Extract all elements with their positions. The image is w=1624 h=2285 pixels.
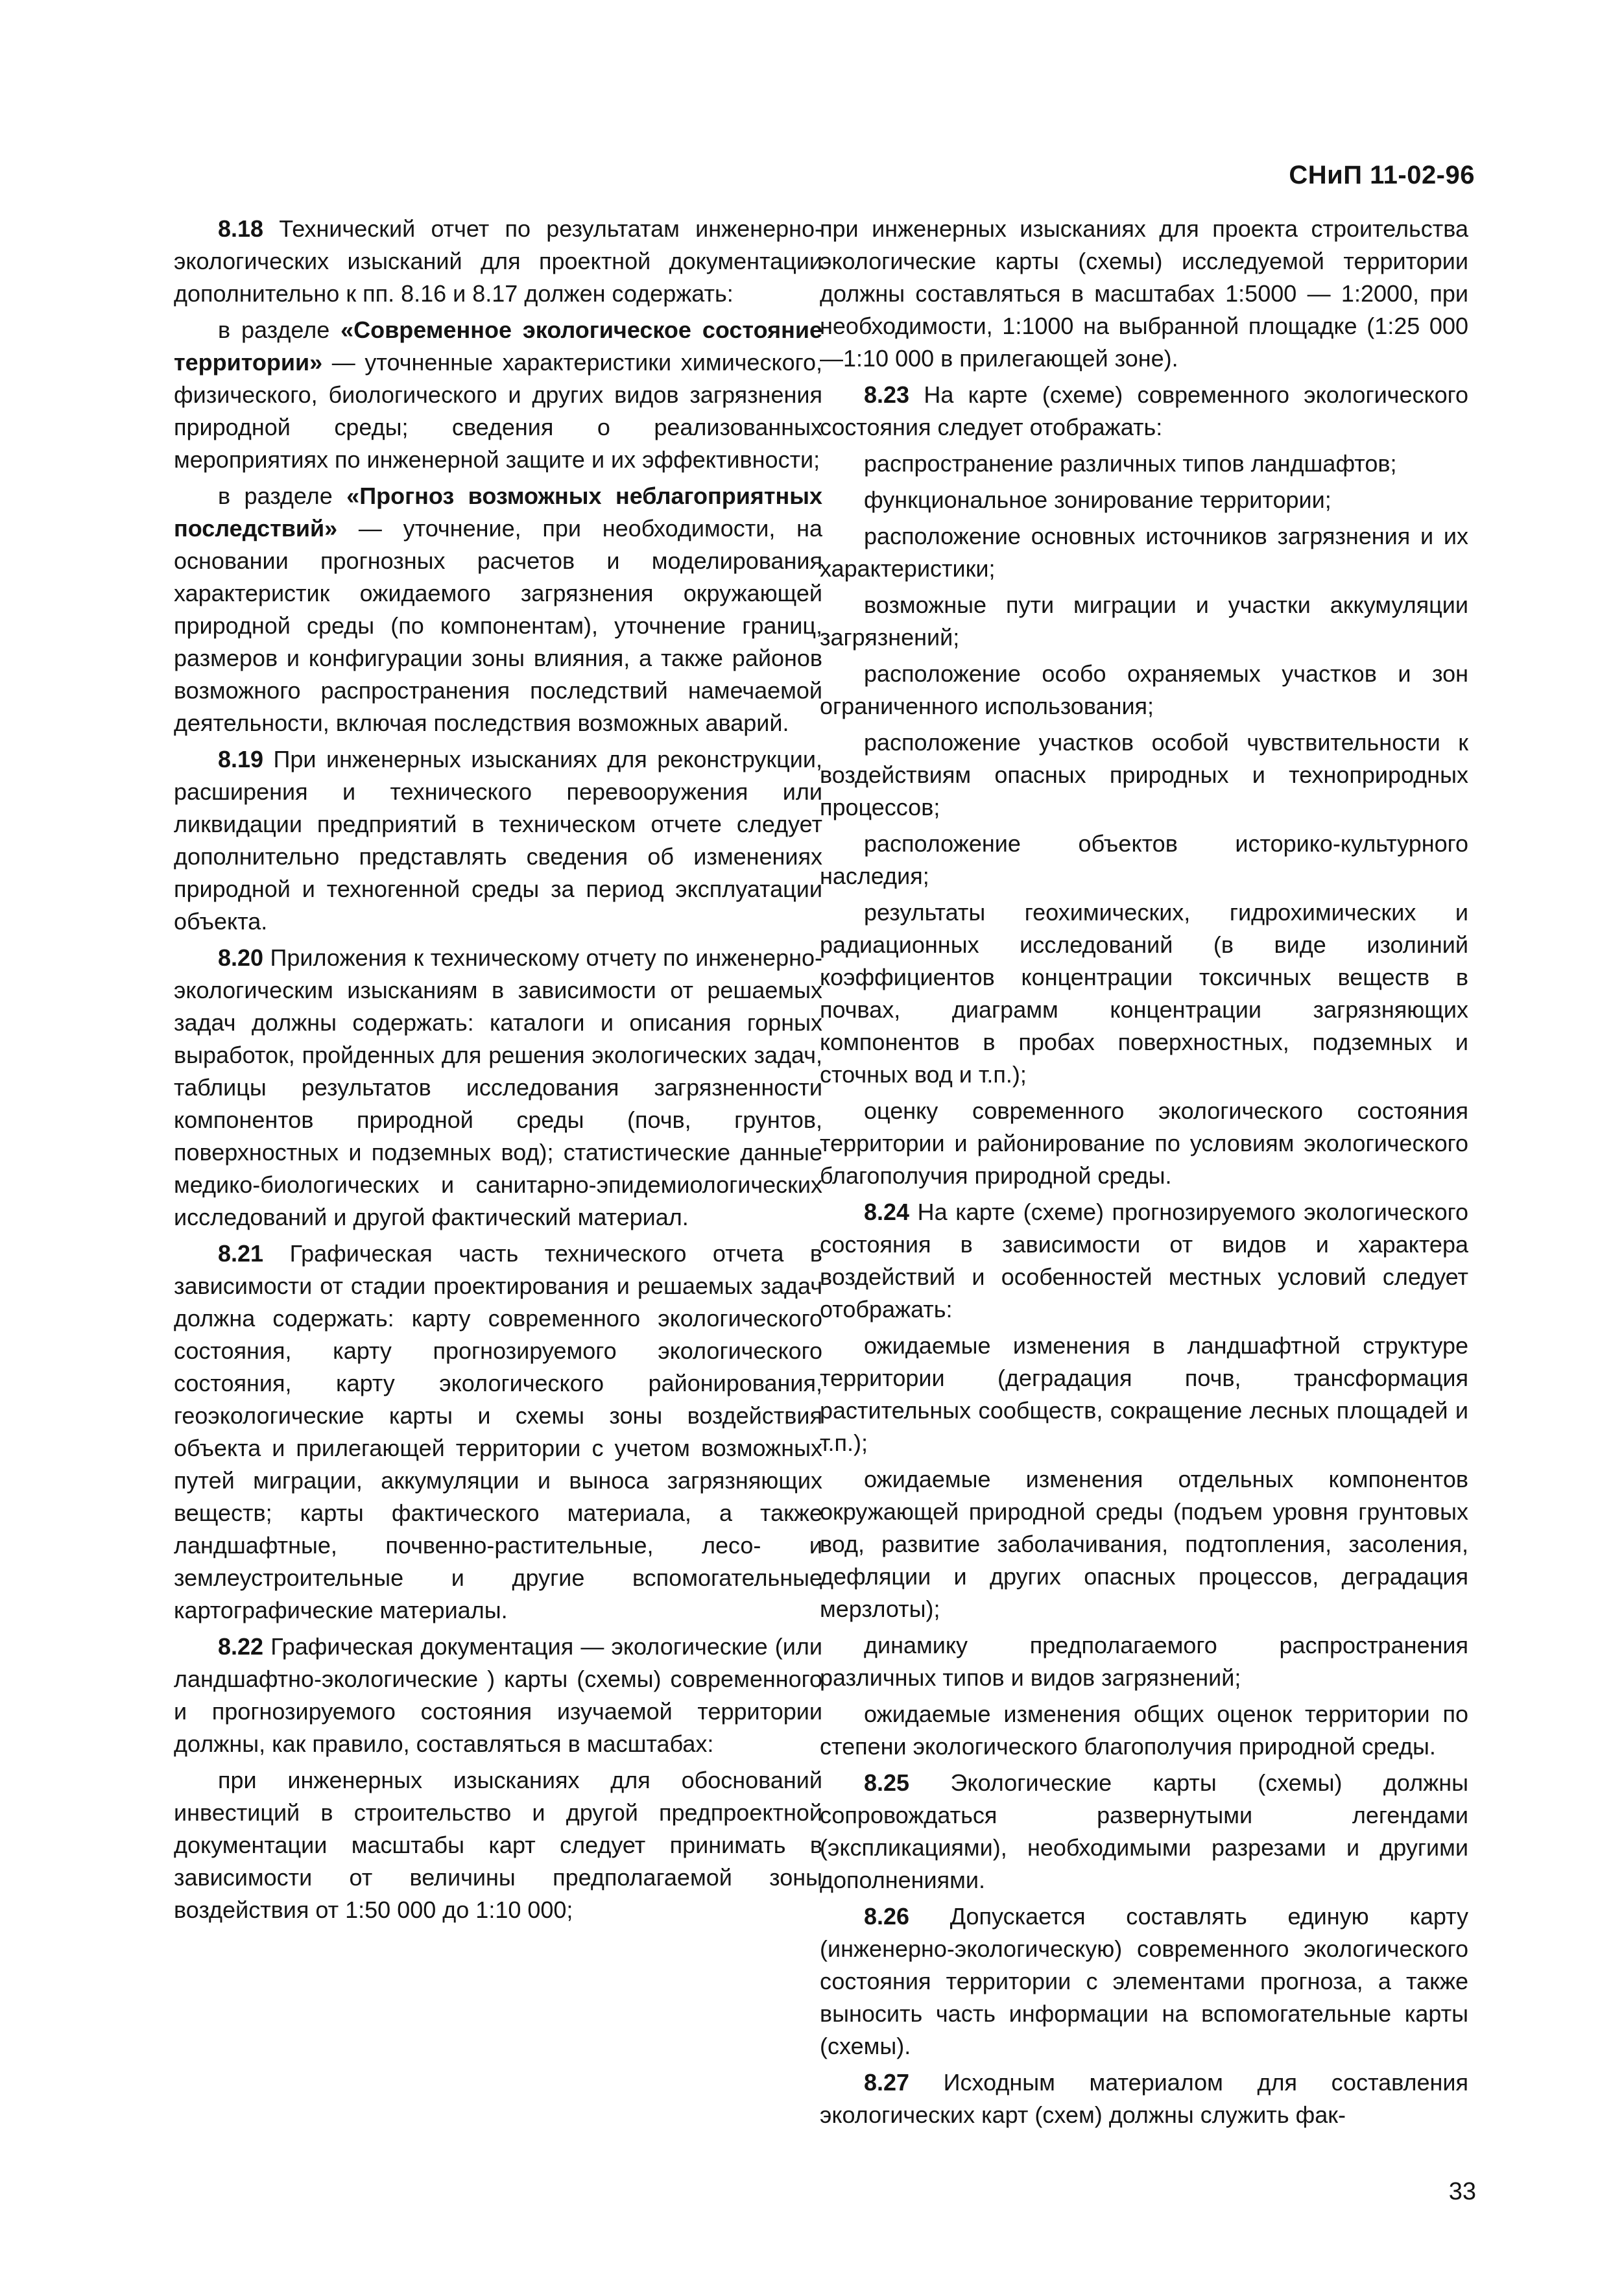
list-item (820, 828, 1468, 892)
clause-text: При инженерных изысканиях для реконструкции, расширения и технического перевооружения или ликвидации предприятий в техническом отчете следует дополнительно представлять сведения об изменениях природной и техногенной среды за период эксплуатации объекта. (174, 746, 822, 935)
item-text: результаты геохимических, гидрохимических и радиационных исследований (в виде изолиний коэффициентов концентрации токсичных веществ в почвах, диаграмм концентрации загрязняющих компонентов в пробах поверхностных, подземных и сточных вод и т.п.); (820, 899, 1468, 1088)
clause-text: Приложения к техническому отчету по инженерно-экологическим изысканиям в зависимости от решаемых задач должны содержать: каталоги и описания горных выработок, пройденных для решения экологических задач, таблицы результатов исследования загрязненности компонентов природной среды (почв, грунтов, поверхностных и подземных вод); статистические данные медико-биологических и санитарно-эпидемиологических исследований и другой фактический материал. (174, 944, 822, 1230)
item-text: при инженерных изысканиях для проекта строительства экологические карты (схемы) исследуемой территории должны составляться в масштабах 1:5000 — 1:2000, при необходимости, 1:1000 на выбранной площадке (1:25 000 —1:10 000 в прилегающей зоне). (820, 215, 1468, 372)
section-name: «Современное экологическое состояние территории» (174, 317, 822, 376)
clause-text: Допускается составлять единую карту (инженерно-экологическую) современного экологического состояния территории с элементами прогноза, а также выносить часть информации на вспомогательные карты (схемы). (820, 1903, 1468, 2059)
clause-text: Исходным материалом для составления экологических карт (схем) должны служить фак- (820, 2069, 1468, 2128)
clause-8-23 (820, 379, 1468, 444)
list-item (820, 1629, 1468, 1694)
right-column (820, 213, 1468, 2135)
continued-paragraph (820, 213, 1468, 375)
list-item (820, 520, 1468, 585)
item-text: ожидаемые изменения отдельных компонентов окружающей природной среды (подъем уровня грунтовых вод, развитие заболачивания, подтопления, засоления, дефляции и других опасных процессов, деградация мерзлоты); (820, 1466, 1468, 1622)
left-column (174, 213, 822, 1930)
clause-8-18 (174, 213, 822, 310)
item-text: расположение особо охраняемых участков и зон ограниченного использования; (820, 660, 1468, 719)
clause-text: Технический отчет по результатам инженерно-экологических изысканий для проектной документации дополнительно к пп. 8.16 и 8.17 должен содержать: (174, 215, 822, 307)
item-text: — уточненные характеристики химического, физического, биологического и других видов загрязнения природной среды; сведения о реализованных мероприятиях по инженерной защите и их эффективности; (174, 349, 822, 473)
item-text: — уточнение, при необходимости, на основании прогнозных расчетов и моделирования характеристик ожидаемого загрязнения окружающей природной среды (по компонентам), уточнение границ, размеров и конфигурации зоны влияния, а также районов возможного распространения последствий намечаемой деятельности, включая последствия возможных аварий. (174, 515, 822, 736)
clause-text: Экологические карты (схемы) должны сопровождаться развернутыми легендами (экспликациями), необходимыми разрезами и другими дополнениями. (820, 1769, 1468, 1893)
item-prefix: в разделе (218, 483, 347, 509)
page-number: 33 (1448, 2178, 1476, 2205)
list-item (820, 589, 1468, 654)
clause-text: Графическая часть технического отчета в зависимости от стадии проектирования и решаемых задач должна содержать: карту современного экологического состояния, карту прогнозируемого экологического состояния, карту экологического районирования, геоэкологические карты и схемы зоны воздействия объекта и прилегающей территории с учетом возможных путей миграции, аккумуляции и выноса загрязняющих веществ; карты фактического материала, а также ландшафтные, почвенно-растительные, лесо- и землеустроительные и другие вспомогательные картографические материалы. (174, 1240, 822, 1623)
clause-number: 8.21 (218, 1240, 264, 1267)
clause-text: Графическая документация — экологические (или ландшафтно-экологические ) карты (схемы) современного и прогнозируемого состояния изучаемой территории должны, как правило, составляться в масштабах: (174, 1633, 822, 1757)
clause-8-24 (820, 1196, 1468, 1326)
clause-number: 8.19 (218, 746, 264, 772)
item-text: функциональное зонирование территории; (864, 486, 1331, 513)
clause-8-26 (820, 1900, 1468, 2063)
clause-number: 8.27 (864, 2069, 910, 2096)
clause-8-22 (174, 1631, 822, 1760)
list-item (820, 1698, 1468, 1763)
item-text: при инженерных изысканиях для обоснований инвестиций в строительство и другой предпроектной документации масштабы карт следует принимать в зависимости от величины предполагаемой зоны воздействия от 1:50 000 до 1:10 000; (174, 1767, 822, 1923)
list-item (820, 726, 1468, 824)
clause-number: 8.22 (218, 1633, 264, 1660)
item-text: расположение объектов историко-культурного наследия; (820, 830, 1468, 889)
item-text: ожидаемые изменения в ландшафтной структуре территории (деградация почв, трансформация растительных сообществ, сокращение лесных площадей и т.п.); (820, 1332, 1468, 1456)
clause-number: 8.23 (864, 381, 910, 408)
list-item (820, 1463, 1468, 1625)
clause-number: 8.24 (864, 1199, 910, 1225)
list-item (820, 896, 1468, 1091)
item-text: распространение различных типов ландшафтов; (864, 450, 1397, 477)
document-code-header: СНиП 11-02-96 (1289, 161, 1475, 189)
clause-8-21 (174, 1238, 822, 1627)
section-name: «Прогноз возможных неблагоприятных последствий» (174, 483, 823, 542)
item-text: оценку современного экологического состояния территории и районирование по условиям экологического благополучия природной среды. (820, 1097, 1468, 1189)
clause-text: На карте (схеме) современного экологического состояния следует отображать: (820, 381, 1468, 440)
clause-text: На карте (схеме) прогнозируемого экологического состояния в зависимости от видов и характера воздействий и особенностей местных условий следует отображать: (820, 1199, 1468, 1322)
item-prefix: в разделе (218, 317, 341, 343)
list-item (820, 1330, 1468, 1459)
list-item (174, 314, 822, 476)
clause-number: 8.25 (864, 1769, 910, 1796)
clause-number: 8.20 (218, 944, 264, 971)
clause-number: 8.26 (864, 1903, 910, 1930)
list-item (820, 484, 1468, 516)
clause-8-25 (820, 1767, 1468, 1896)
list-item (820, 1095, 1468, 1192)
list-item (174, 480, 822, 739)
clause-8-27 (820, 2066, 1468, 2131)
list-item (820, 448, 1468, 480)
item-text: расположение основных источников загрязнения и их характеристики; (820, 523, 1468, 582)
item-text: ожидаемые изменения общих оценок территории по степени экологического благополучия природной среды. (820, 1701, 1468, 1760)
list-item (820, 658, 1468, 723)
list-item (174, 1764, 822, 1926)
item-text: возможные пути миграции и участки аккумуляции загрязнений; (820, 592, 1468, 651)
clause-number: 8.18 (218, 215, 264, 242)
clause-8-20 (174, 942, 822, 1234)
clause-8-19 (174, 743, 822, 938)
item-text: расположение участков особой чувствительности к воздействиям опасных природных и технoприродных процессов; (820, 729, 1468, 820)
item-text: динамику предполагаемого распространения различных типов и видов загрязнений; (820, 1632, 1468, 1691)
